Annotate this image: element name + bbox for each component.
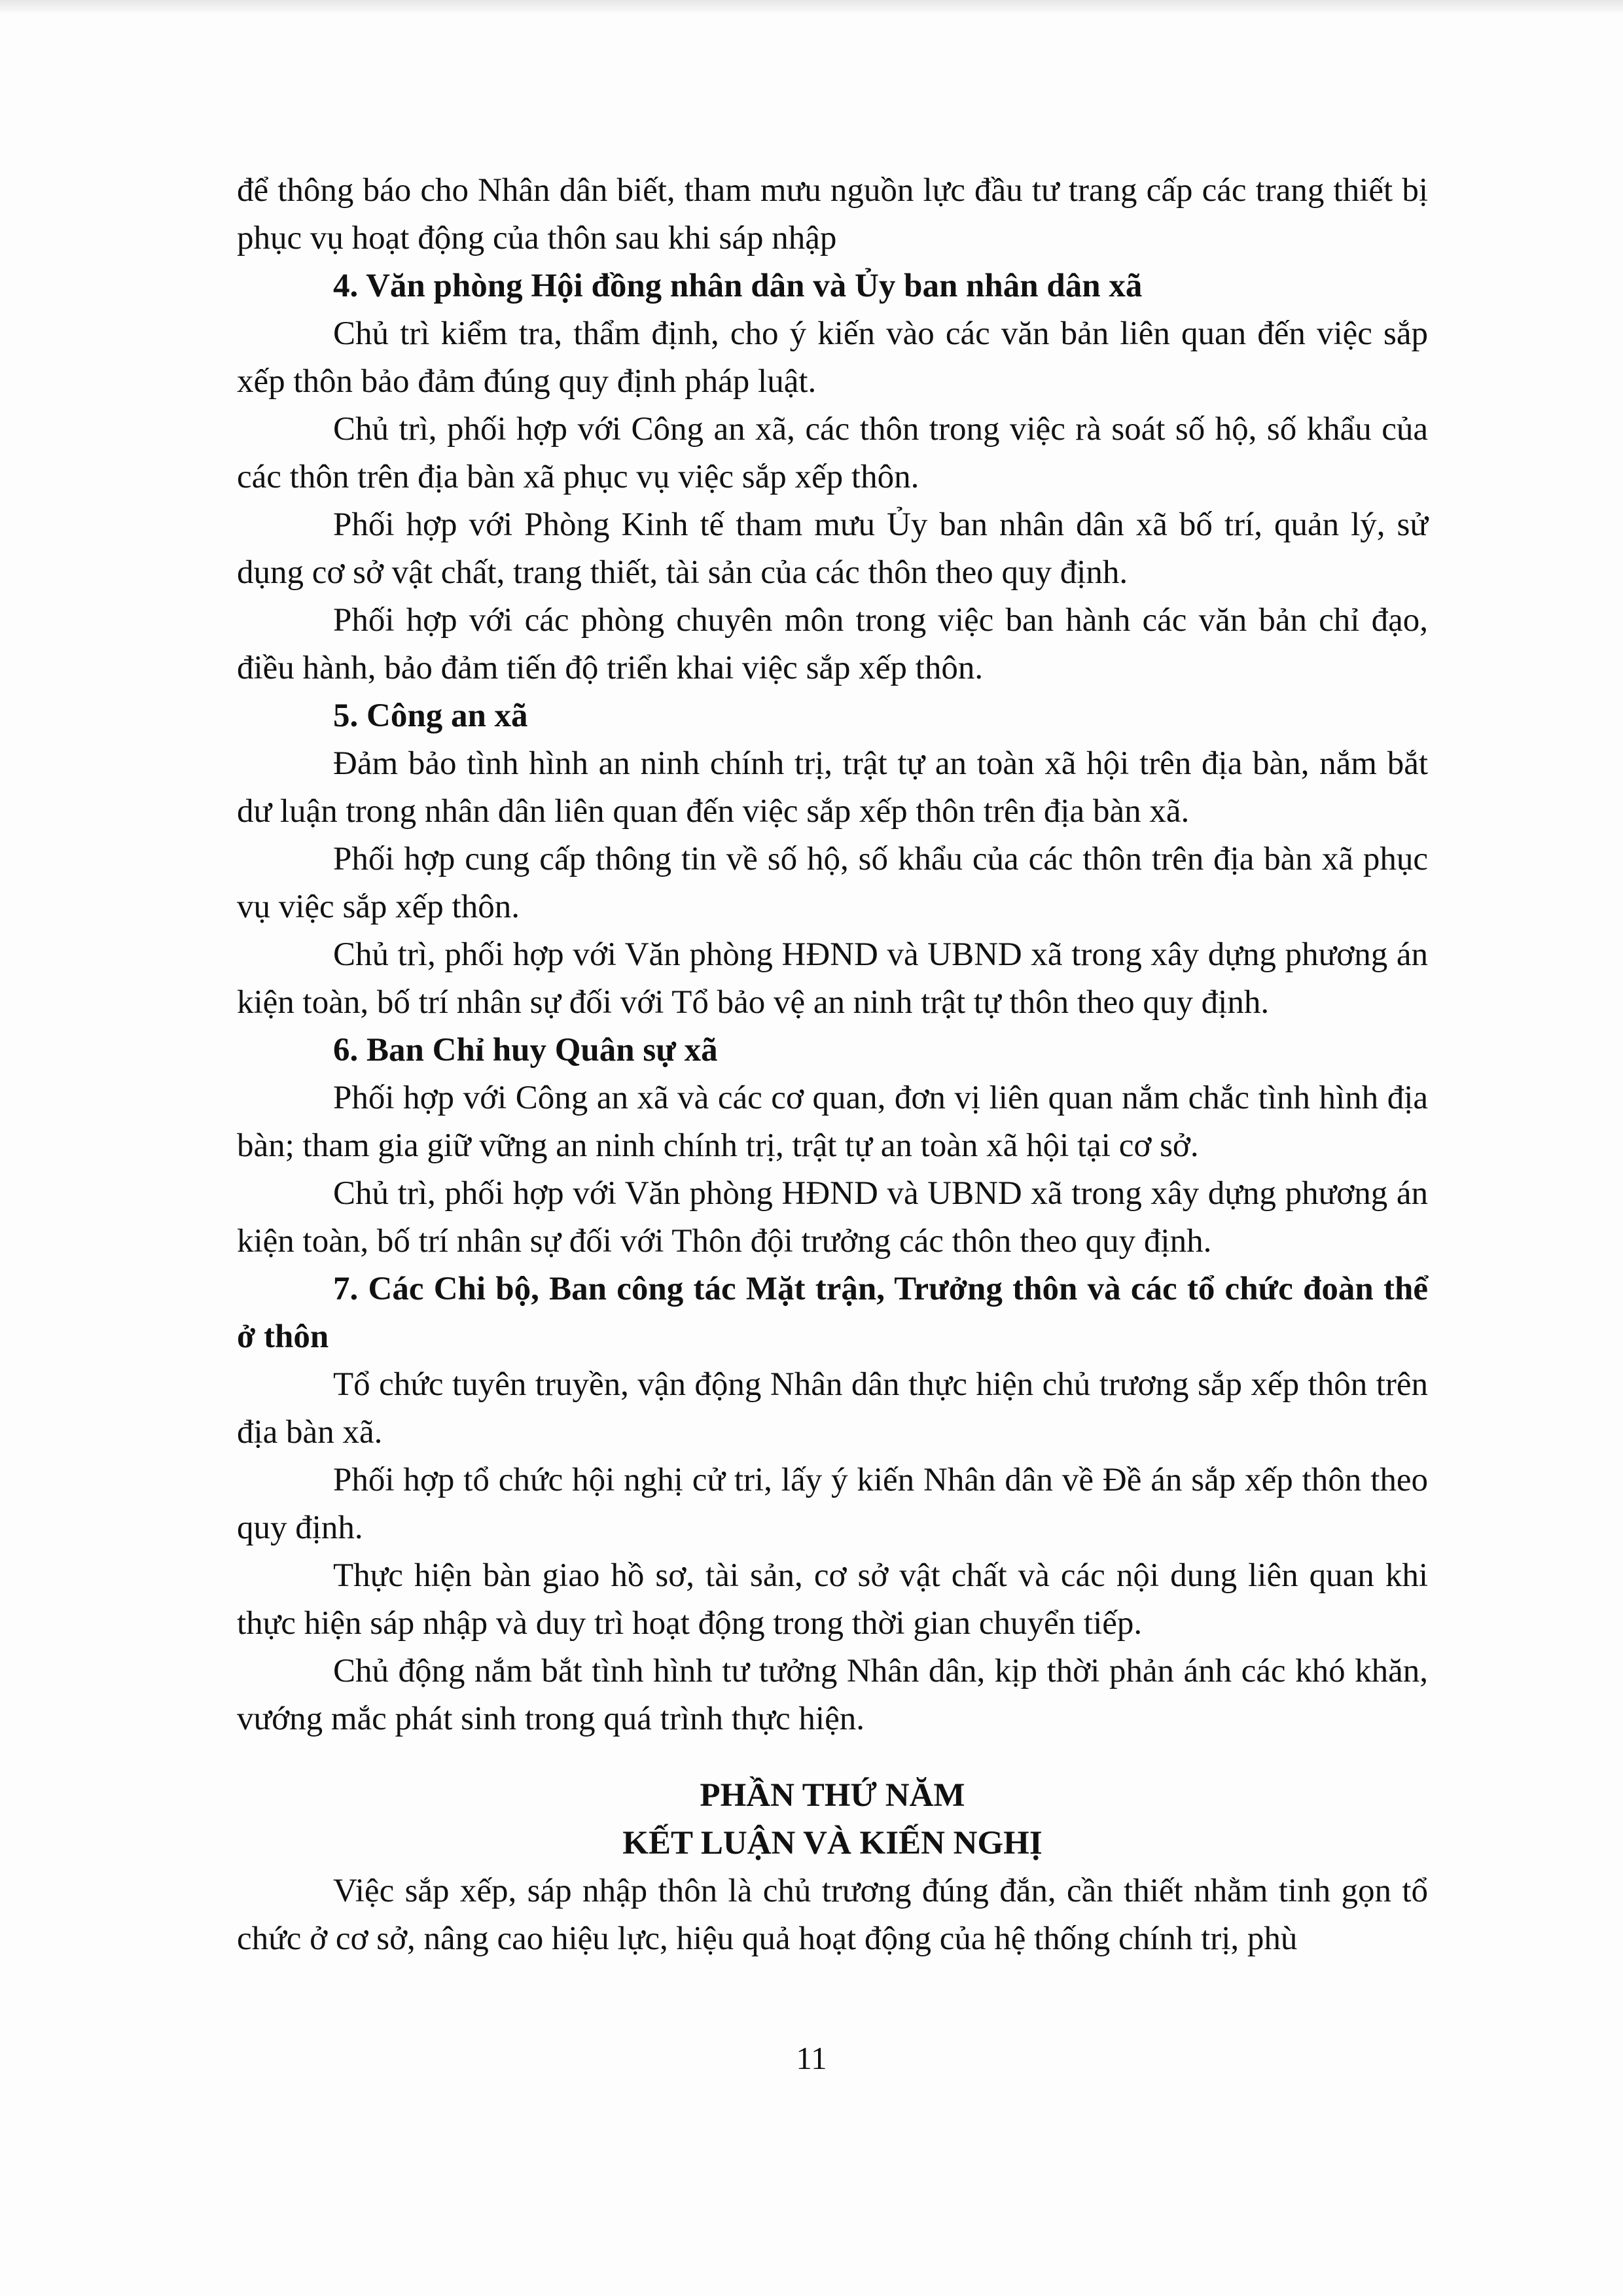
paragraph: Chủ động nắm bắt tình hình tư tưởng Nhân dân, kịp thời phản ánh các khó khăn, vướng mắc phát sinh trong quá trình thực hiện. xyxy=(237,1653,1428,1737)
paragraph: Phối hợp tổ chức hội nghị cử tri, lấy ý kiến Nhân dân về Đề án sắp xếp thôn theo quy định. xyxy=(237,1462,1428,1546)
heading-office-council: 4. Văn phòng Hội đồng nhân dân và Ủy ban nhân dân xã xyxy=(333,268,1143,304)
page-number: 11 xyxy=(796,2040,827,2076)
heading-commune-police: 5. Công an xã xyxy=(333,698,528,734)
paragraph-continued: để thông báo cho Nhân dân biết, tham mưu nguồn lực đầu tư trang cấp các trang thiết bị phục vụ hoạt động của thôn sau khi sáp nhập xyxy=(237,172,1428,256)
paragraph: Chủ trì kiểm tra, thẩm định, cho ý kiến vào các văn bản liên quan đến việc sắp xếp thôn bảo đảm đúng quy định pháp luật. xyxy=(237,315,1428,400)
paragraph: Thực hiện bàn giao hồ sơ, tài sản, cơ sở vật chất và các nội dung liên quan khi thực hiện sáp nhập và duy trì hoạt động trong thời gian chuyển tiếp. xyxy=(237,1557,1428,1642)
heading-military-command: 6. Ban Chỉ huy Quân sự xã xyxy=(333,1032,718,1069)
scan-edge xyxy=(0,0,1623,14)
paragraph: Chủ trì, phối hợp với Công an xã, các thôn trong việc rà soát số hộ, số khẩu của các thôn trên địa bàn xã phục vụ việc sắp xếp thôn. xyxy=(237,411,1428,495)
section-title-part-five: PHẦN THỨ NĂM xyxy=(700,1777,965,1814)
paragraph: Tổ chức tuyên truyền, vận động Nhân dân thực hiện chủ trương sắp xếp thôn trên địa bàn xã. xyxy=(237,1366,1428,1451)
paragraph: Chủ trì, phối hợp với Văn phòng HĐND và UBND xã trong xây dựng phương án kiện toàn, bố trí nhân sự đối với Tổ bảo vệ an ninh trật tự thôn theo quy định. xyxy=(237,936,1428,1021)
paragraph: Phối hợp với Công an xã và các cơ quan, đơn vị liên quan nắm chắc tình hình địa bàn; tham gia giữ vững an ninh chính trị, trật tự an toàn xã hội tại cơ sở. xyxy=(237,1080,1428,1164)
section-title-conclusion: KẾT LUẬN VÀ KIẾN NGHỊ xyxy=(622,1825,1043,1862)
paragraph: Phối hợp với các phòng chuyên môn trong việc ban hành các văn bản chỉ đạo, điều hành, bảo đảm tiến độ triển khai việc sắp xếp thôn. xyxy=(237,602,1428,686)
paragraph: Việc sắp xếp, sáp nhập thôn là chủ trương đúng đắn, cần thiết nhằm tinh gọn tổ chức ở cơ sở, nâng cao hiệu lực, hiệu quả hoạt động của hệ thống chính trị, phù xyxy=(237,1873,1428,1957)
heading-party-cells: 7. Các Chi bộ, Ban công tác Mặt trận, Trưởng thôn và các tổ chức đoàn thể ở thôn xyxy=(237,1271,1428,1355)
document-body xyxy=(237,167,1428,1963)
paragraph: Phối hợp với Phòng Kinh tế tham mưu Ủy ban nhân dân xã bố trí, quản lý, sử dụng cơ sở vật chất, trang thiết, tài sản của các thôn theo quy định. xyxy=(237,506,1428,591)
paragraph: Phối hợp cung cấp thông tin về số hộ, số khẩu của các thôn trên địa bàn xã phục vụ việc sắp xếp thôn. xyxy=(237,841,1428,925)
paragraph: Đảm bảo tình hình an ninh chính trị, trật tự an toàn xã hội trên địa bàn, nắm bắt dư luận trong nhân dân liên quan đến việc sắp xếp thôn trên địa bàn xã. xyxy=(237,745,1428,830)
paragraph: Chủ trì, phối hợp với Văn phòng HĐND và UBND xã trong xây dựng phương án kiện toàn, bố trí nhân sự đối với Thôn đội trưởng các thôn theo quy định. xyxy=(237,1175,1428,1260)
